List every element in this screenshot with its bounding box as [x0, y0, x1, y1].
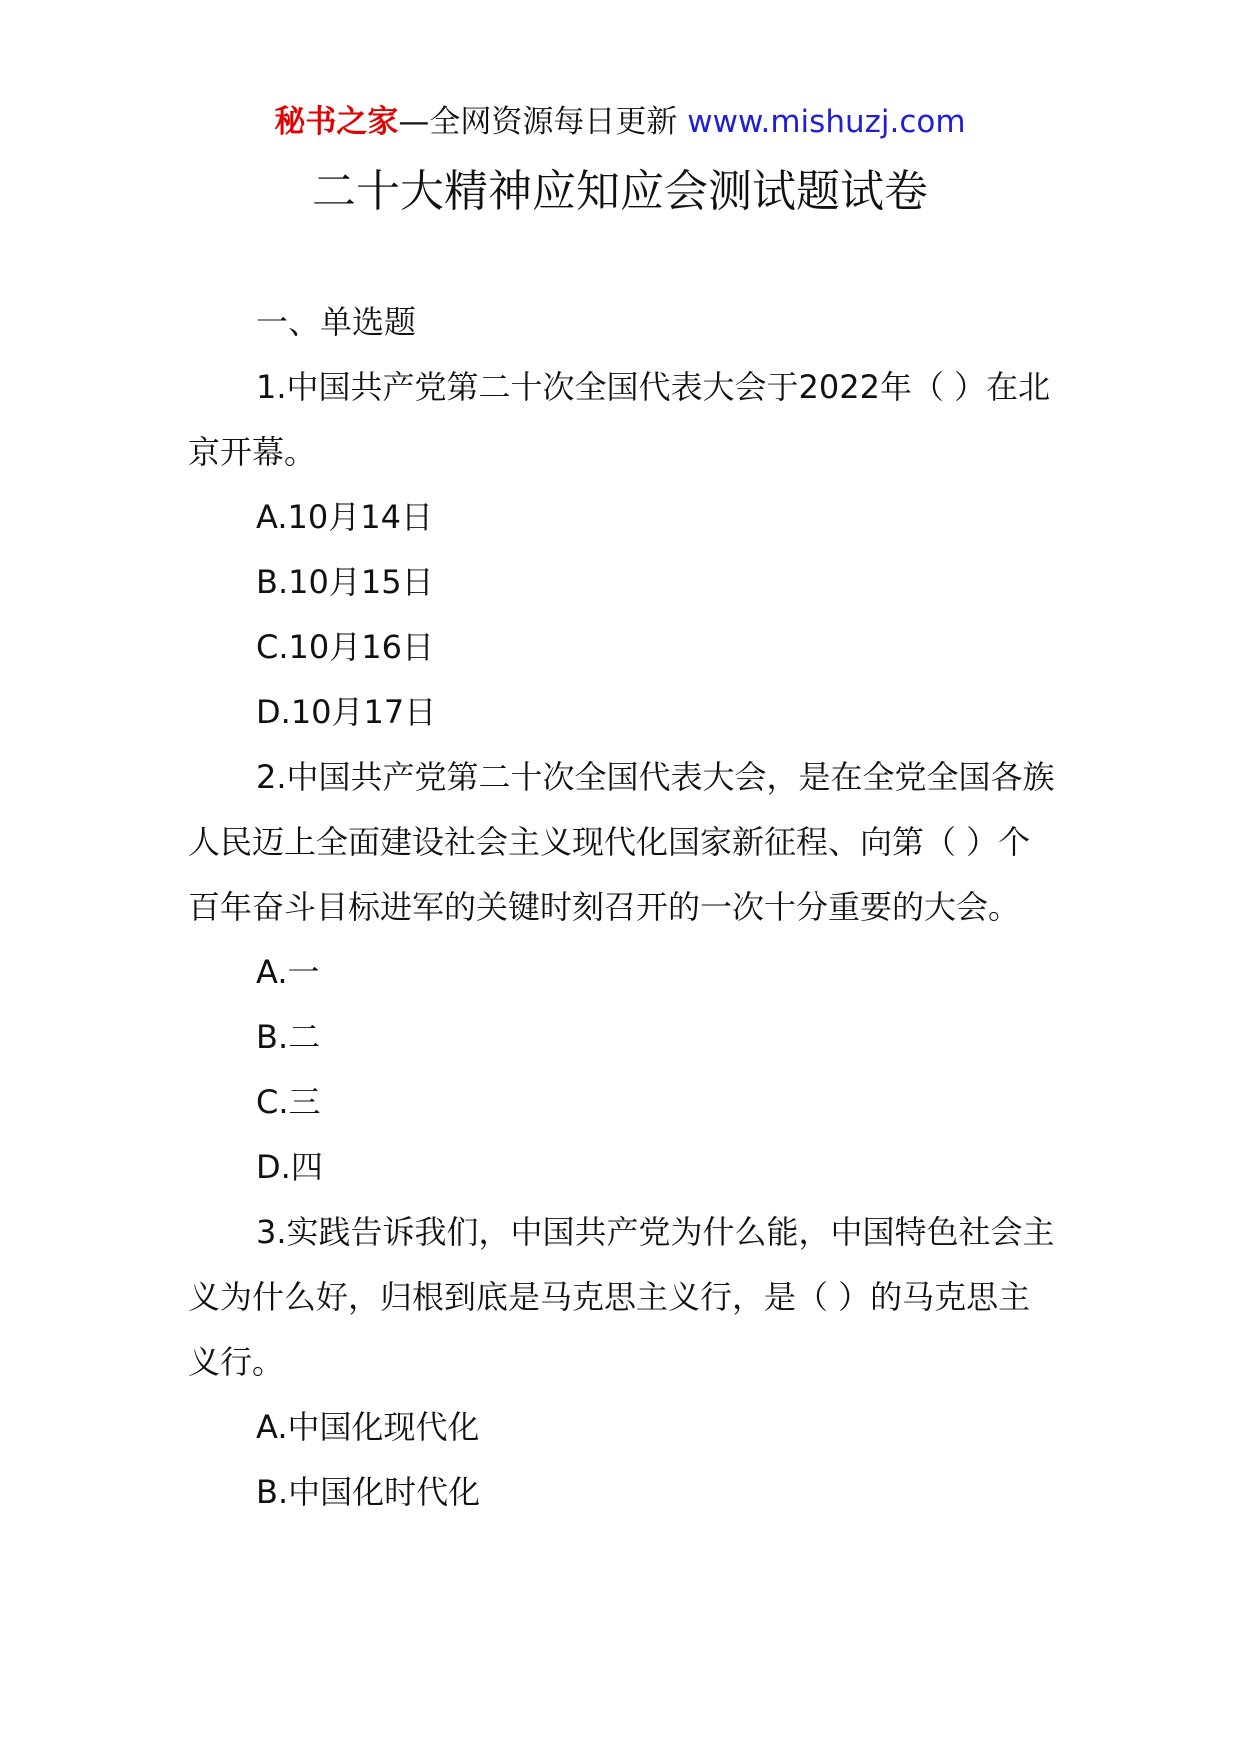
- question-2-option-a: A.一: [256, 953, 320, 991]
- question-2-stem: 2.中国共产党第二十次全国代表大会，是在全党全国各族人民迈上全面建设社会主义现代化国家新征程、向第（ ）个百年奋斗目标进军的关键时刻召开的一次十分重要的大会。: [188, 758, 1055, 926]
- document-body: [188, 290, 1060, 1525]
- question-1-option-b: B.10月15日: [256, 563, 434, 601]
- section-heading: 一、单选题: [256, 303, 417, 341]
- question-1-stem: 1.中国共产党第二十次全国代表大会于2022年（ ）在北京开幕。: [188, 368, 1051, 471]
- document-title: 二十大精神应知应会测试题试卷: [312, 166, 928, 217]
- question-2-option-b: B.二: [256, 1018, 321, 1056]
- question-1-option-d: D.10月17日: [256, 693, 437, 731]
- question-2-option-c: C.三: [256, 1083, 321, 1121]
- question-3-option-a: A.中国化现代化: [256, 1408, 480, 1446]
- site-url-link[interactable]: www.mishuzj.com: [687, 104, 966, 140]
- header-tagline: —全网资源每日更新: [398, 104, 678, 140]
- brand-name: 秘书之家: [274, 104, 399, 140]
- question-2-option-d: D.四: [256, 1148, 323, 1186]
- question-3-option-b: B.中国化时代化: [256, 1473, 481, 1511]
- site-header: [0, 100, 1240, 144]
- question-3-stem: 3.实践告诉我们，中国共产党为什么能，中国特色社会主义为什么好，归根到底是马克思主义行，是（ ）的马克思主义行。: [188, 1213, 1055, 1381]
- question-1-option-c: C.10月16日: [256, 628, 434, 666]
- question-1-option-a: A.10月14日: [256, 498, 433, 536]
